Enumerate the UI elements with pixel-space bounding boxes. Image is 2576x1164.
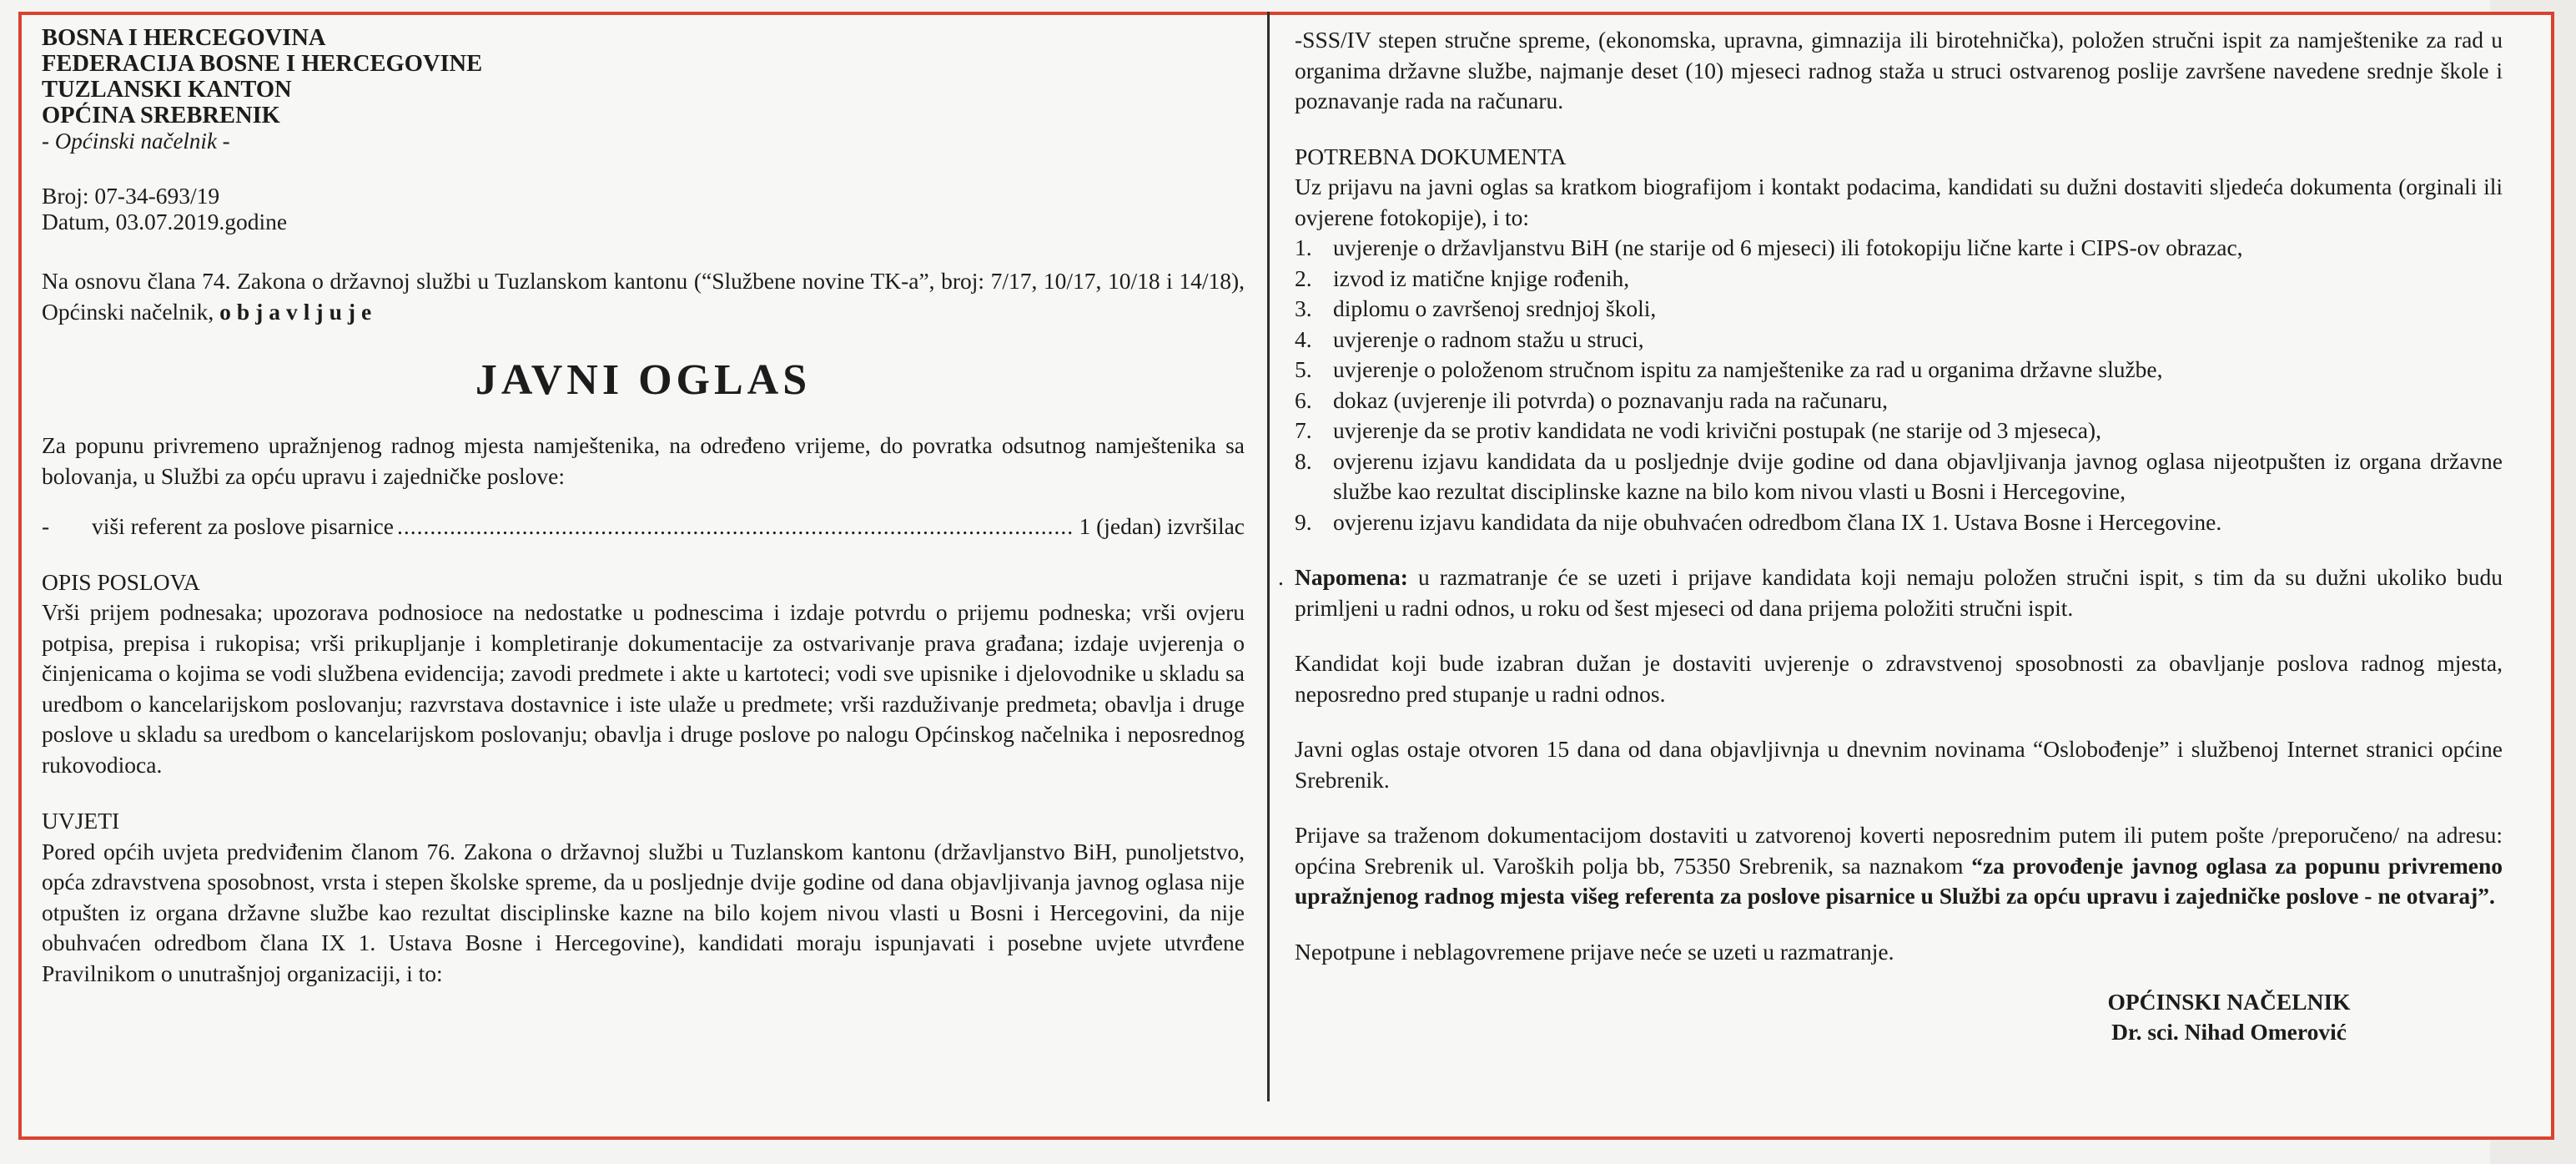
position-line [42, 511, 1245, 542]
position-dash: - [42, 513, 50, 539]
bullet-dot: . [1278, 564, 1284, 590]
column-divider [1267, 12, 1270, 1101]
position-name: viši referent za poslove pisarnice [92, 513, 394, 539]
list-number: 8. [1295, 447, 1312, 474]
header-line: OPĆINA SREBRENIK [42, 103, 280, 128]
page-title: JAVNI OGLAS [475, 356, 812, 404]
list-item [1295, 233, 2503, 264]
nepotpune-paragraph: Nepotpune i neblagovremene prijave neće se uzeti u razmatranje. [1295, 938, 1894, 965]
uvjeti-continuation: -SSS/IV stepen stručne spreme, (ekonomska, upravna, gimnazija ili birotehnička), položen stručni ispit za namještenike za rad u organima državne službe, najmanje deset (10) mjeseci radnog staža u struci ostvarenog poslije završene navedene srednje škole i poznavanje rada na računaru. [1295, 27, 2503, 113]
header-line: FEDERACIJA BOSNE I HERCEGOVINE [42, 51, 483, 77]
dokumenta-intro: Uz prijavu na javni oglas sa kratkom biografijom i kontakt podacima, kandidati su dužni dostaviti sljedeća dokumenta (orginali ili ovjerene fotokopije), i to: [1295, 174, 2503, 230]
signature-name: Dr. sci. Nihad Omerović [2111, 1019, 2347, 1045]
list-text: diplomu o završenoj srednjoj školi, [1333, 295, 1657, 321]
list-number: 9. [1295, 508, 1312, 535]
position-intro: Za popunu privremeno upražnjenog radnog mjesta namještenika, na određeno vrijeme, do povratka odsutnog namještenika sa bolovanja, u Službi za opću upravu i zajedničke poslove: [42, 432, 1245, 489]
signature-block [2045, 987, 2412, 1047]
list-text: dokaz (uvjerenje ili potvrda) o poznavanju rada na računaru, [1333, 386, 1889, 413]
list-text: uvjerenje o radnom stažu u struci, [1333, 325, 1644, 352]
intro-paragraph [42, 266, 1245, 327]
uvjeti-heading: UVJETI [42, 808, 120, 834]
napomena-label: Napomena: [1295, 564, 1408, 590]
list-item [1295, 507, 2503, 538]
header-subtitle: - Općinski načelnik - [42, 128, 230, 154]
intro-emphasis: objavljuje [219, 298, 378, 325]
intro-text: Na osnovu člana 74. Zakona o državnoj službi u Tuzlanskom kantonu (“Službene novine TK-a”, broj: 7/17, 10/17, 10/18 i 14/18), Općinski načelnik, [42, 268, 1245, 325]
list-number: 7. [1295, 417, 1312, 443]
list-item [1295, 294, 2503, 325]
list-number: 5. [1295, 356, 1312, 382]
napomena-paragraph [1278, 562, 2503, 623]
dot-leader [397, 511, 1076, 542]
reference-number: Broj: 07-34-693/19 [42, 183, 220, 209]
list-text: izvod iz matične knjige rođenih, [1333, 265, 1630, 291]
list-number: 6. [1295, 386, 1312, 413]
list-number: 4. [1295, 325, 1312, 352]
list-item [1295, 416, 2503, 446]
list-item [1295, 325, 2503, 355]
document-list [1295, 233, 2503, 537]
reference-date: Datum, 03.07.2019.godine [42, 209, 288, 234]
header-line: BOSNA I HERCEGOVINA [42, 25, 326, 51]
opis-text: Vrši prijem podnesaka; upozorava podnosioce na nedostatke u podnescima i izdaje potvrdu o prijemu podneska; vrši ovjeru potpisa, prepisa i rukopisa; vrši prikupljanje i kompletiranje dokumentacije za ostvarivanje prava građana; izdaje uvjerenja o činjenicama o kojima se vodi službena evidencija; zavodi predmete i akte u kartoteci; vodi sve upisnike i djelovodnike u skladu sa uredbom o kancelarijskom poslovanju; razvrstava dostavnice i iste ulaže u predmete; vrši razduživanje predmeta; obavlja i druge poslove u skladu sa uredbom o kancelarijskom poslovanju; obavlja i druge poslove po nalogu Općinskog načelnika i neposrednog rukovodioca. [42, 599, 1245, 778]
signature-title: OPĆINSKI NAČELNIK [2107, 989, 2351, 1015]
list-item [1295, 264, 2503, 295]
prijave-paragraph [1295, 820, 2503, 912]
right-column [1278, 25, 2503, 1047]
left-column [42, 25, 1245, 989]
list-number: 1. [1295, 234, 1312, 260]
list-text: uvjerenje o položenom stručnom ispitu za namještenike za rad u organima državne službe, [1333, 356, 2163, 382]
list-item [1295, 446, 2503, 507]
list-text: ovjerenu izjavu kandidata da nije obuhvaćen odredbom člana IX 1. Ustava Bosne i Hercegovine. [1333, 508, 2222, 535]
otvoren-paragraph: Javni oglas ostaje otvoren 15 dana od dana objavljivnja u dnevnim novinama “Oslobođenje” i službenoj Internet stranici općine Srebrenik. [1295, 736, 2503, 793]
opis-heading: OPIS POSLOVA [42, 568, 200, 595]
uvjerenje-paragraph: Kandidat koji bude izabran dužan je dostaviti uvjerenje o zdravstvenoj sposobnosti za obavljanje poslova radnog mjesta, neposredno pred stupanje u radni odnos. [1295, 650, 2503, 707]
list-number: 3. [1295, 295, 1312, 321]
dokumenta-heading: POTREBNA DOKUMENTA [1295, 143, 1567, 169]
list-text: uvjerenje da se protiv kandidata ne vodi krivični postupak (ne starije od 3 mjeseca), [1333, 417, 2101, 443]
institution-header [42, 25, 1245, 128]
prijave-text: Prijave sa traženom dokumentacijom dostaviti u zatvorenoj koverti neposrednim putem ili putem pošte /preporučeno/ na adresu: općina Srebrenik ul. Varoških polja bb, 75350 Srebrenik, sa naznakom [1295, 822, 2503, 879]
list-text: uvjerenje o državljanstvu BiH (ne starije od 6 mjeseci) ili fotokopiju lične karte i CIPS-ov obrazac, [1333, 234, 2243, 260]
header-line: TUZLANSKI KANTON [42, 77, 292, 103]
list-item [1295, 385, 2503, 416]
uvjeti-text: Pored općih uvjeta predviđenim članom 76. Zakona o državnoj službi u Tuzlanskom kantonu (državljanstvo BiH, punoljetstvo, opća zdravstvena sposobnost, vrsta i stepen školske spreme, da u posljednje dvije godine od dana objavljivanja javnog oglasa nije otpušten iz organa državne službe kao rezultat disciplinske kazne na bilo kojem nivou vlasti u Bosni i Hercegovini, da nije obuhvaćen odredbom člana IX 1. Ustava Bosne i Hercegovine), kandidati moraju ispunjavati i posebne uvjete utvrđene Pravilnikom o unutrašnjoj organizaciji, i to: [42, 838, 1245, 986]
list-number: 2. [1295, 265, 1312, 291]
position-count: 1 (jedan) izvršilac [1079, 513, 1245, 539]
list-text: ovjerenu izjavu kandidata da u posljednje dvije godine od dana objavljivanja javnog oglasa nijeotpušten iz organa državne službe kao rezultat disciplinske kazne na bilo kom nivou vlasti u Bosni i Hercegovine, [1333, 447, 2503, 504]
napomena-text: u razmatranje će se uzeti i prijave kandidata koji nemaju položen stručni ispit, s tim da su dužni ukoliko budu primljeni u radni odnos, u roku od šest mjeseci od dana prijema položiti stručni ispit. [1295, 564, 2503, 621]
prijave-notation: “za provođenje javnog oglasa za popunu privremeno upražnjenog radnog mjesta višeg referenta za poslove pisarnice u Službi za opću upravu i zajedničke poslove - ne otvaraj”. [1295, 852, 2503, 909]
list-item [1295, 355, 2503, 385]
